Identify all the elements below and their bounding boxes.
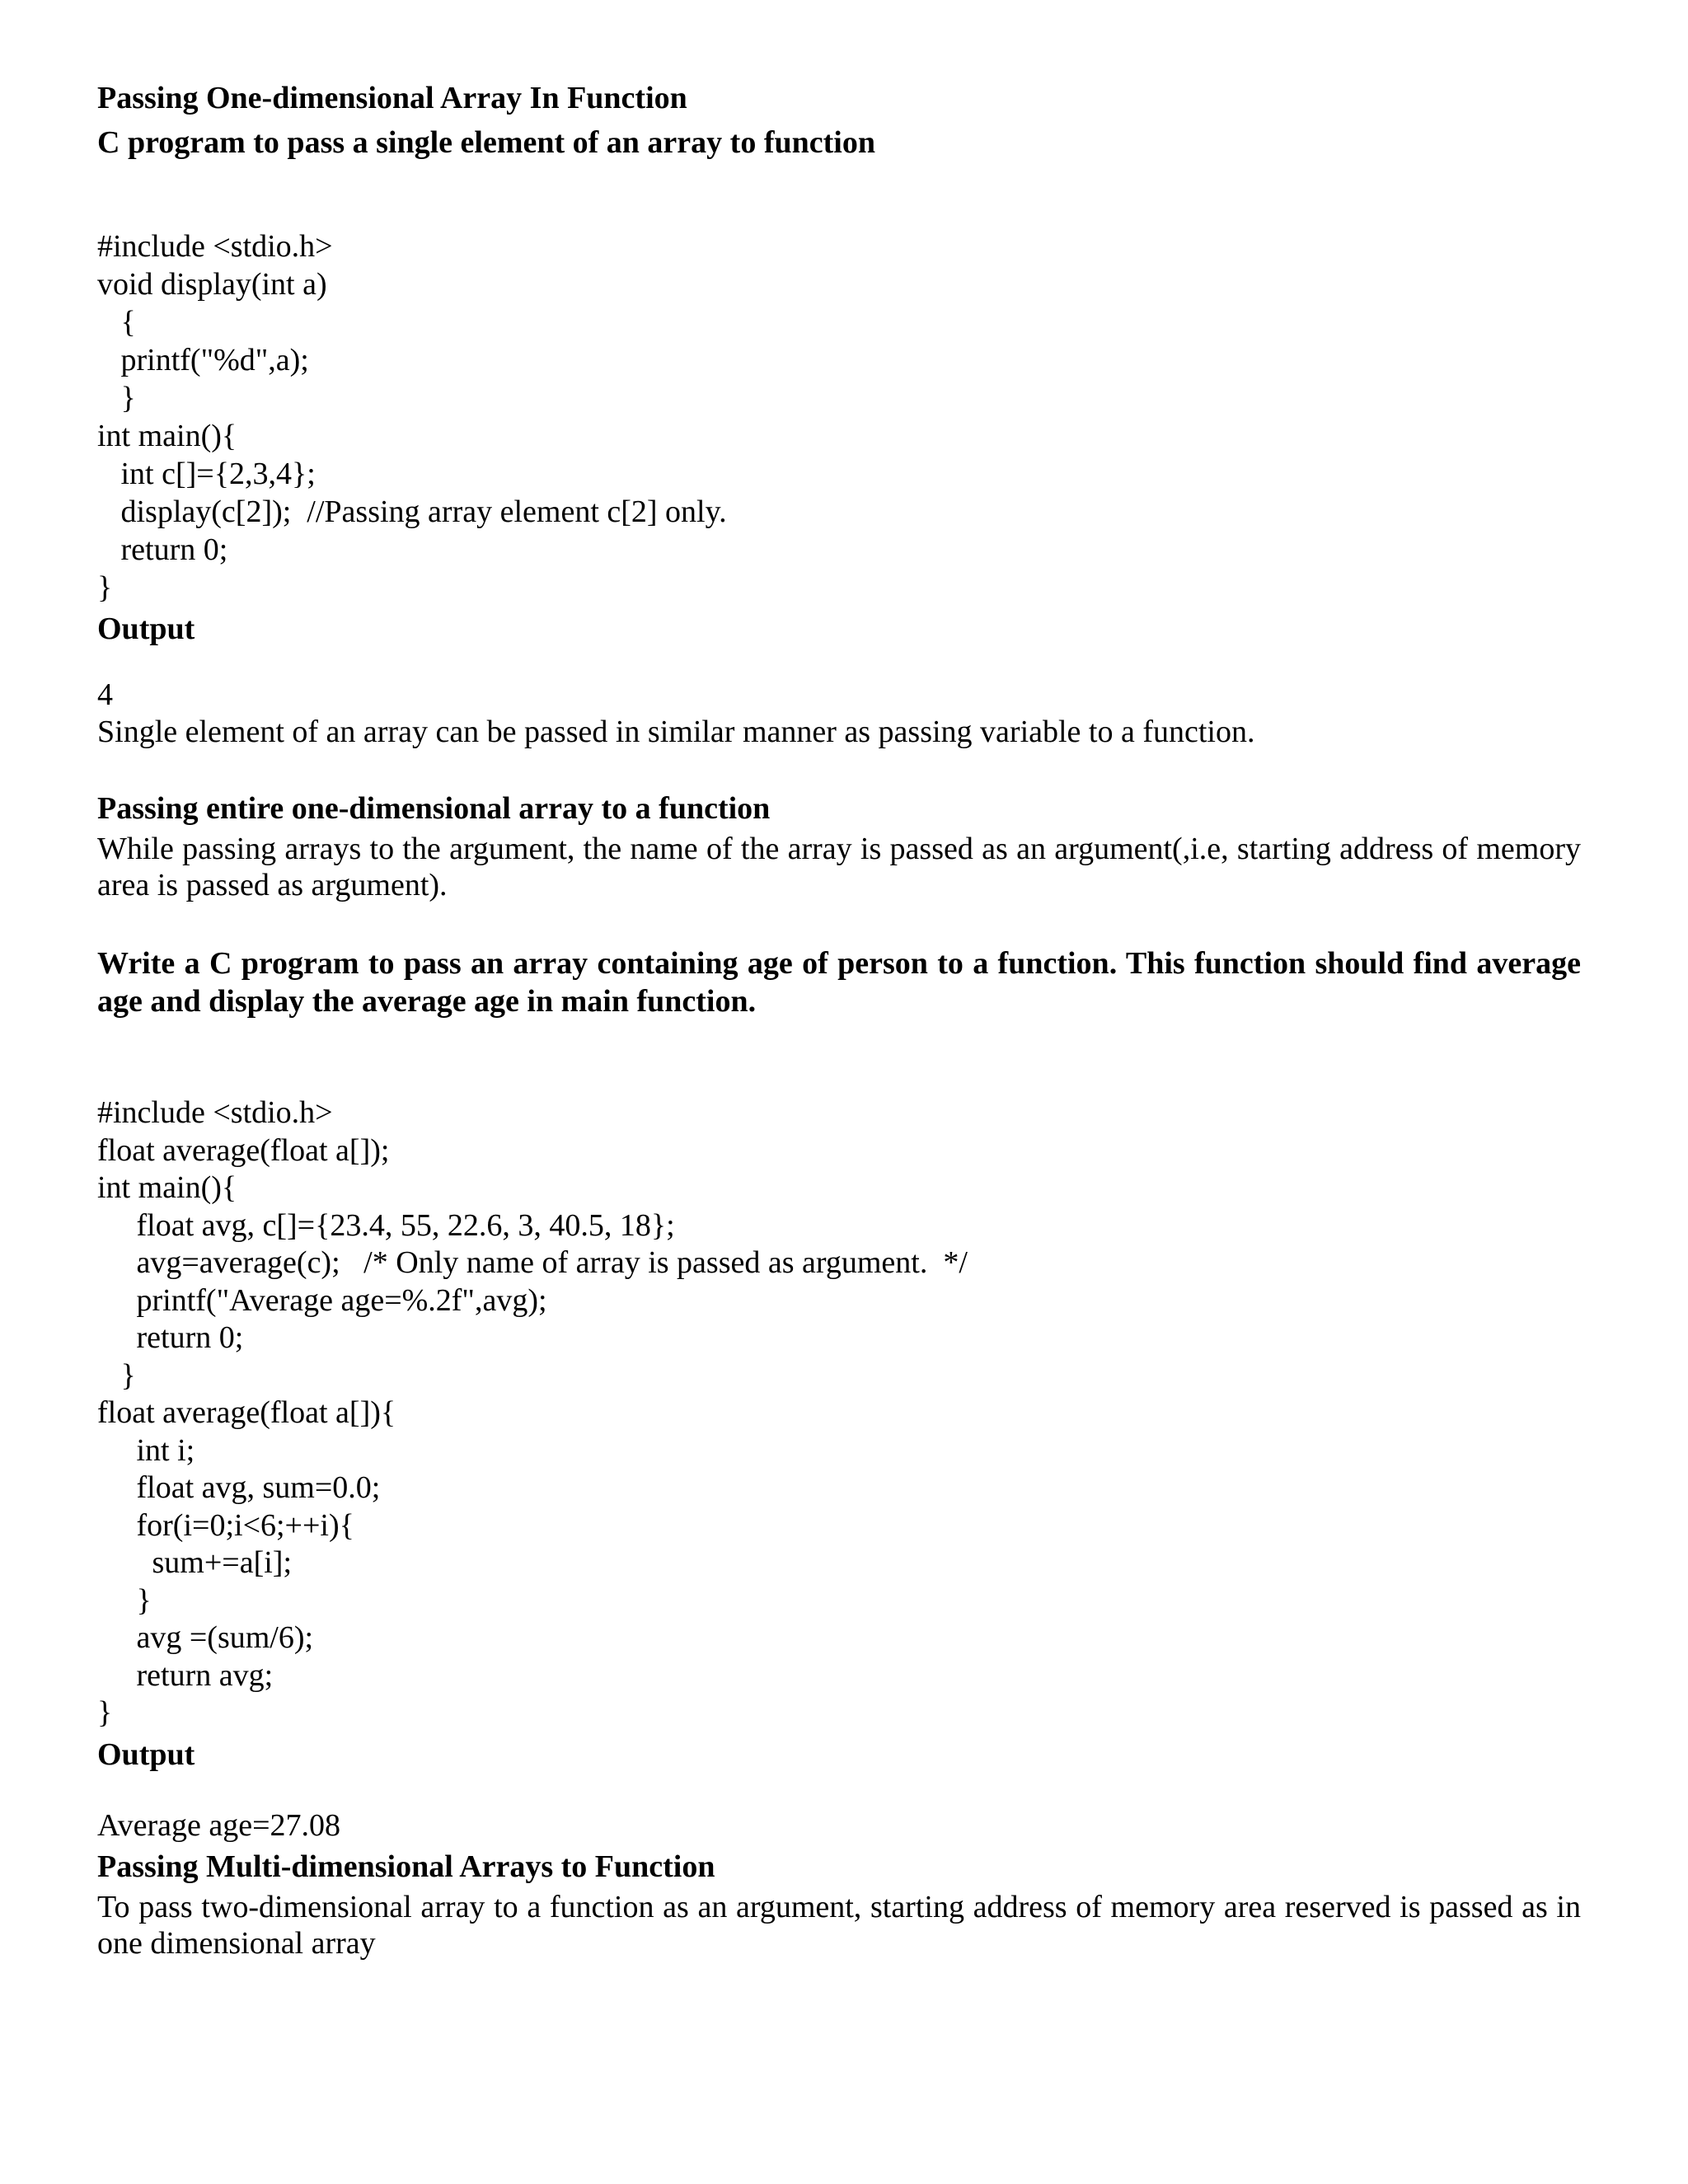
code-line: int main(){ — [97, 419, 237, 453]
code-line: } — [97, 570, 113, 605]
code-line: float average(float a[]); — [97, 1132, 390, 1168]
code-line: return 0; — [97, 532, 228, 567]
output-value-2: Average age=27.08 — [97, 1807, 341, 1843]
code-line: int c[]={2,3,4}; — [97, 457, 316, 491]
output-value-1: 4 — [97, 677, 113, 712]
code-line: sum+=a[i]; — [97, 1545, 292, 1580]
section2-heading: Passing entire one-dimensional array to a function — [97, 791, 771, 826]
code-line: return avg; — [97, 1657, 274, 1693]
section1-heading: Passing One-dimensional Array In Function — [97, 81, 687, 115]
output-label-2: Output — [97, 1736, 195, 1772]
section2-task: Write a C program to pass an array containing age of person to a function. This function should find average age and display the average age in main function. — [97, 946, 1581, 1019]
code-line: int i; — [97, 1432, 195, 1468]
code-line: avg=average(c); /* Only name of array is passed as argument. */ — [97, 1245, 968, 1280]
code-line: for(i=0;i<6;++i){ — [97, 1507, 354, 1543]
code-line: printf("Average age=%.2f",avg); — [97, 1282, 547, 1318]
section2-paragraph: While passing arrays to the argument, the name of the array is passed as an argument(,i.e, starting address of memory area is passed as argument). — [97, 832, 1581, 902]
code-line: float avg, sum=0.0; — [97, 1470, 381, 1505]
section3-paragraph: To pass two-dimensional array to a function as an argument, starting address of memory area reserved is passed as in one dimensional array — [97, 1889, 1581, 1961]
code-line: } — [97, 1695, 113, 1730]
code-line: float average(float a[]){ — [97, 1395, 396, 1430]
code-line: int main(){ — [97, 1170, 237, 1205]
code-line: avg =(sum/6); — [97, 1620, 314, 1655]
code-line: } — [97, 1357, 136, 1393]
section1-note: Single element of an array can be passed in similar manner as passing variable to a function. — [97, 715, 1255, 749]
code-block-1 — [97, 227, 1581, 607]
output-label-1: Output — [97, 612, 195, 646]
code-line: #include <stdio.h> — [97, 229, 333, 264]
code-line: return 0; — [97, 1320, 244, 1355]
code-line: } — [97, 381, 136, 415]
code-line: { — [97, 305, 136, 340]
code-line: float avg, c[]={23.4, 55, 22.6, 3, 40.5, 18}; — [97, 1207, 675, 1243]
code-line: #include <stdio.h> — [97, 1095, 333, 1130]
code-line: printf("%d",a); — [97, 343, 309, 377]
code-block-2 — [97, 1094, 1581, 1732]
section1-subheading: C program to pass a single element of an array to function — [97, 125, 875, 160]
document-page — [97, 76, 1581, 1961]
code-line: display(c[2]); //Passing array element c[2] only. — [97, 494, 727, 529]
section3-heading: Passing Multi-dimensional Arrays to Function — [97, 1849, 715, 1884]
code-line: } — [97, 1582, 152, 1618]
code-line: void display(int a) — [97, 267, 327, 302]
